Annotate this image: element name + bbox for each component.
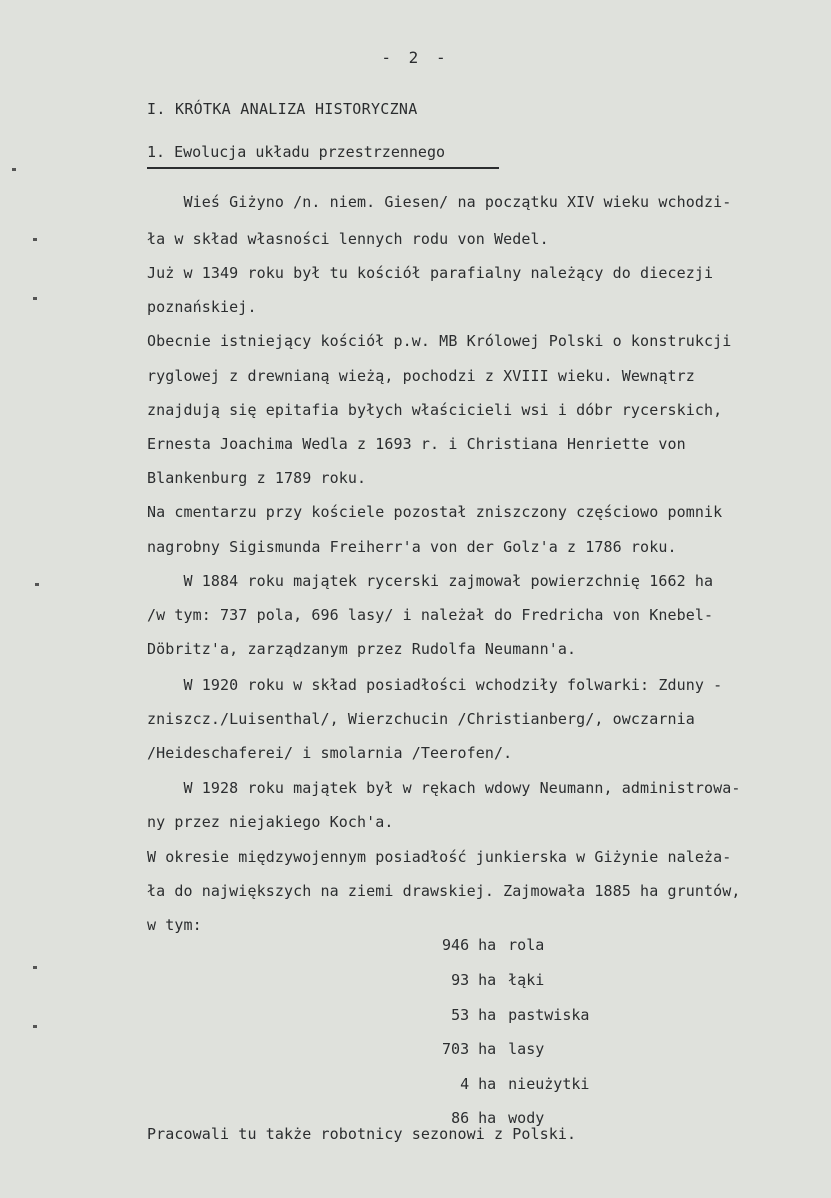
text-line: zniszcz./Luisenthal/, Wierzchucin /Christianberg/, owczarnia [147,710,695,728]
text-line: Wieś Giżyno /n. niem. Giesen/ na początku XIV wieku wchodzi- [147,193,732,211]
land-qty: 4 [460,1075,470,1093]
heading-underline [147,167,499,169]
text-line: Ernesta Joachima Wedla z 1693 r. i Christiana Henriette von [147,435,686,453]
text-line: nagrobny Sigismunda Freiherr'a von der Golz'a z 1786 roku. [147,538,677,556]
land-unit: ha [478,1109,497,1127]
text-line: Döbritz'a, zarządzanym przez Rudolfa Neumann'a. [147,640,577,658]
text-line: ła w skład własności lennych rodu von Wedel. [147,230,549,248]
land-qty: 946 [442,936,470,954]
margin-mark [33,238,37,241]
text-line: /w tym: 737 pola, 696 lasy/ i należał do Fredricha von Knebel- [147,606,714,624]
text-line: Już w 1349 roku był tu kościół parafialny należący do diecezji [147,264,714,282]
subsection-heading: 1. Ewolucja układu przestrzennego [147,143,446,161]
text-line: w tym: [147,916,202,934]
land-unit: ha [478,936,497,954]
text-line: ny przez niejakiego Koch'a. [147,813,394,831]
text-line: znajdują się epitafia byłych właścicieli wsi i dóbr rycerskich, [147,401,723,419]
margin-mark [33,966,37,969]
land-qty: 86 [451,1109,470,1127]
land-qty: 93 [451,971,470,989]
text-line: Obecnie istniejący kościół p.w. MB Królowej Polski o konstrukcji [147,332,732,350]
land-unit: ha [478,971,497,989]
text-line: ła do największych na ziemi drawskiej. Zajmowała 1885 ha gruntów, [147,882,741,900]
page-number: - 2 - [381,48,450,67]
text-line: W okresie międzywojennym posiadłość junkierska w Giżynie należa- [147,848,732,866]
land-type: wody [508,1109,545,1127]
section-heading: I. KRÓTKA ANALIZA HISTORYCZNA [147,100,418,118]
land-qty: 703 [442,1040,470,1058]
text-line: Blankenburg z 1789 roku. [147,469,367,487]
margin-mark [35,583,39,586]
closing-line: Pracowali tu także robotnicy sezonowi z Polski. [147,1125,577,1143]
land-unit: ha [478,1075,497,1093]
text-line: /Heideschaferei/ i smolarnia /Teerofen/. [147,744,513,762]
margin-mark [33,1025,37,1028]
text-line: W 1928 roku majątek był w rękach wdowy Neumann, administrowa- [147,779,741,797]
land-type: nieużytki [508,1075,590,1093]
land-type: rola [508,936,545,954]
land-type: lasy [508,1040,545,1058]
text-line: Na cmentarzu przy kościele pozostał zniszczony częściowo pomnik [147,503,723,521]
text-line: ryglowej z drewnianą wieżą, pochodzi z XVIII wieku. Wewnątrz [147,367,695,385]
land-unit: ha [478,1006,497,1024]
land-unit: ha [478,1040,497,1058]
text-line: W 1884 roku majątek rycerski zajmował powierzchnię 1662 ha [147,572,714,590]
text-line: W 1920 roku w skład posiadłości wchodziły folwarki: Zduny - [147,676,723,694]
land-qty: 53 [451,1006,470,1024]
land-type: łąki [508,971,545,989]
land-type: pastwiska [508,1006,590,1024]
margin-mark [12,168,16,171]
margin-mark [33,297,37,300]
text-line: poznańskiej. [147,298,257,316]
